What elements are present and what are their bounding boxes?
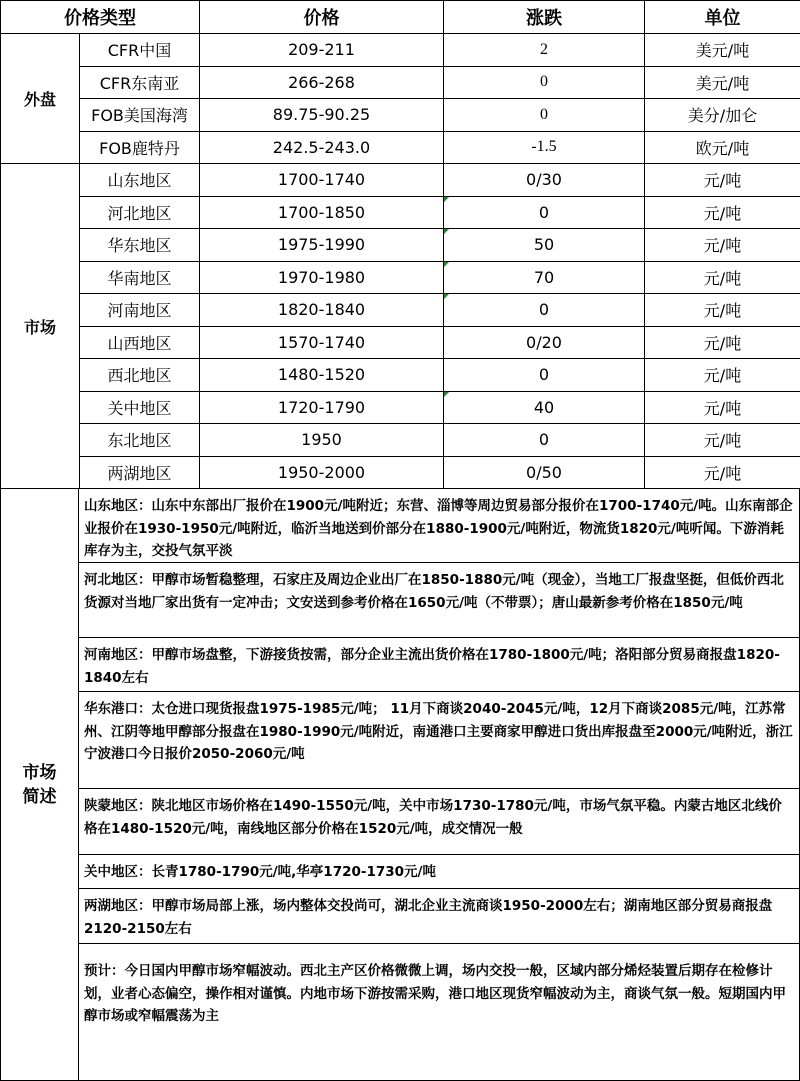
group-market: 市场 <box>1 164 80 489</box>
summary-label <box>0 489 79 1080</box>
row-change: 0 <box>444 66 645 99</box>
row-name: 东北地区 <box>80 424 200 457</box>
summary-paragraph-henan: 河南地区：甲醇市场盘整，下游接货按需，部分企业主流出货价格在1780-1800元/吨；洛阳部分贸易商报盘1820-1840左右 <box>79 638 799 692</box>
summary-paragraph-shanmeng: 陕蒙地区：陕北地区市场价格在1490-1550元/吨，关中市场1730-1780元/吨，市场气氛平稳。内蒙古地区北线价格在1480-1520元/吨，南线地区部分价格在1520元/吨，成交情况一般 <box>79 789 799 855</box>
row-unit: 元/吨 <box>645 229 800 262</box>
row-change: 50 <box>444 229 645 262</box>
row-price: 1480-1520 <box>200 359 444 392</box>
row-price: 1970-1980 <box>200 261 444 294</box>
row-price: 266-268 <box>200 66 444 99</box>
row-change: 0/30 <box>444 164 645 197</box>
table-row <box>1 391 800 424</box>
header-type: 价格类型 <box>1 1 200 34</box>
row-change: -1.5 <box>444 131 645 164</box>
row-name: FOB鹿特丹 <box>80 131 200 164</box>
row-price: 209-211 <box>200 34 444 67</box>
row-name: FOB美国海湾 <box>80 99 200 132</box>
row-unit: 美元/吨 <box>645 66 800 99</box>
summary-paragraph-shandong: 山东地区：山东中东部出厂报价在1900元/吨附近；东营、淄博等周边贸易部分报价在1700-1740元/吨。山东南部企业报价在1930-1950元/吨附近，临沂当地送到价部分在1880-1900元/吨附近，物流货1820元/吨听闻。下游消耗库存为主，交投气氛平淡 <box>79 489 799 563</box>
summary-paragraph-huadong: 华东港口：太仓进口现货报盘1975-1985元/吨； 11月下商谈2040-2045元/吨，12月下商谈2085元/吨，江苏常州、江阴等地甲醇部分报盘在1980-1990元/吨附近，南通港口主要商家甲醇进口货出库报盘至2000元/吨附近，浙江宁波港口今日报价2050-2060元/吨 <box>79 692 799 789</box>
group-foreign: 外盘 <box>1 34 80 164</box>
row-price: 1720-1790 <box>200 391 444 424</box>
row-change: 0/50 <box>444 456 645 489</box>
table-row <box>1 326 800 359</box>
table-row <box>1 424 800 457</box>
header-price: 价格 <box>200 1 444 34</box>
row-unit: 元/吨 <box>645 456 800 489</box>
table-row <box>1 229 800 262</box>
price-table <box>0 0 800 489</box>
table-row <box>1 131 800 164</box>
row-price: 1820-1840 <box>200 294 444 327</box>
row-name: 两湖地区 <box>80 456 200 489</box>
row-change: 0 <box>444 424 645 457</box>
row-unit: 元/吨 <box>645 391 800 424</box>
table-row <box>1 456 800 489</box>
row-name: 山西地区 <box>80 326 200 359</box>
row-unit: 元/吨 <box>645 261 800 294</box>
row-name: 华南地区 <box>80 261 200 294</box>
row-unit: 元/吨 <box>645 294 800 327</box>
row-name: CFR东南亚 <box>80 66 200 99</box>
summary-label-line2: 简述 <box>23 785 57 809</box>
summary-body <box>79 489 800 1080</box>
row-unit: 欧元/吨 <box>645 131 800 164</box>
summary-paragraph-guanzhong: 关中地区：长青1780-1790元/吨,华亭1720-1730元/吨 <box>79 855 799 889</box>
header-change: 涨跌 <box>444 1 645 34</box>
table-row <box>1 196 800 229</box>
row-name: 西北地区 <box>80 359 200 392</box>
table-row <box>1 66 800 99</box>
table-row <box>1 294 800 327</box>
row-price: 89.75-90.25 <box>200 99 444 132</box>
row-change: 0 <box>444 99 645 132</box>
row-price: 1570-1740 <box>200 326 444 359</box>
row-name: 关中地区 <box>80 391 200 424</box>
row-change: 0 <box>444 294 645 327</box>
row-unit: 元/吨 <box>645 424 800 457</box>
summary-paragraph-hebei: 河北地区：甲醇市场暂稳整理，石家庄及周边企业出厂在1850-1880元/吨（现金），当地工厂报盘坚挺，但低价西北货源对当地厂家出货有一定冲击；文安送到参考价格在1650元/吨（不带票）；唐山最新参考价格在1850元/吨 <box>79 563 799 638</box>
row-change: 40 <box>444 391 645 424</box>
summary-label-line1: 市场 <box>23 761 57 785</box>
row-change: 0 <box>444 196 645 229</box>
row-price: 1700-1740 <box>200 164 444 197</box>
row-name: 河北地区 <box>80 196 200 229</box>
row-name: 华东地区 <box>80 229 200 262</box>
row-price: 1700-1850 <box>200 196 444 229</box>
row-name: CFR中国 <box>80 34 200 67</box>
header-row <box>1 1 800 34</box>
row-price: 1950-2000 <box>200 456 444 489</box>
summary-paragraph-lianghu: 两湖地区：甲醇市场局部上涨，场内整体交投尚可，湖北企业主流商谈1950-2000左右；湖南地区部分贸易商报盘2120-2150左右 <box>79 889 799 944</box>
row-price: 1975-1990 <box>200 229 444 262</box>
row-name: 山东地区 <box>80 164 200 197</box>
table-row <box>1 261 800 294</box>
table-row <box>1 359 800 392</box>
row-price: 242.5-243.0 <box>200 131 444 164</box>
row-change: 0 <box>444 359 645 392</box>
row-unit: 美元/吨 <box>645 34 800 67</box>
row-change: 0/20 <box>444 326 645 359</box>
row-unit: 美分/加仑 <box>645 99 800 132</box>
summary-paragraph-forecast: 预计：今日国内甲醇市场窄幅波动。西北主产区价格微微上调，场内交投一般，区域内部分烯烃装置后期存在检修计划，业者心态偏空，操作相对谨慎。内地市场下游按需采购，港口地区现货窄幅波动为主，商谈气氛一般。短期国内甲醇市场或窄幅震荡为主 <box>79 944 799 1080</box>
row-unit: 元/吨 <box>645 359 800 392</box>
table-row <box>1 34 800 67</box>
row-change: 70 <box>444 261 645 294</box>
row-unit: 元/吨 <box>645 196 800 229</box>
row-price: 1950 <box>200 424 444 457</box>
row-change: 2 <box>444 34 645 67</box>
row-unit: 元/吨 <box>645 326 800 359</box>
header-unit: 单位 <box>645 1 800 34</box>
table-row <box>1 99 800 132</box>
market-summary-section <box>0 489 800 1081</box>
row-unit: 元/吨 <box>645 164 800 197</box>
table-row <box>1 164 800 197</box>
row-name: 河南地区 <box>80 294 200 327</box>
